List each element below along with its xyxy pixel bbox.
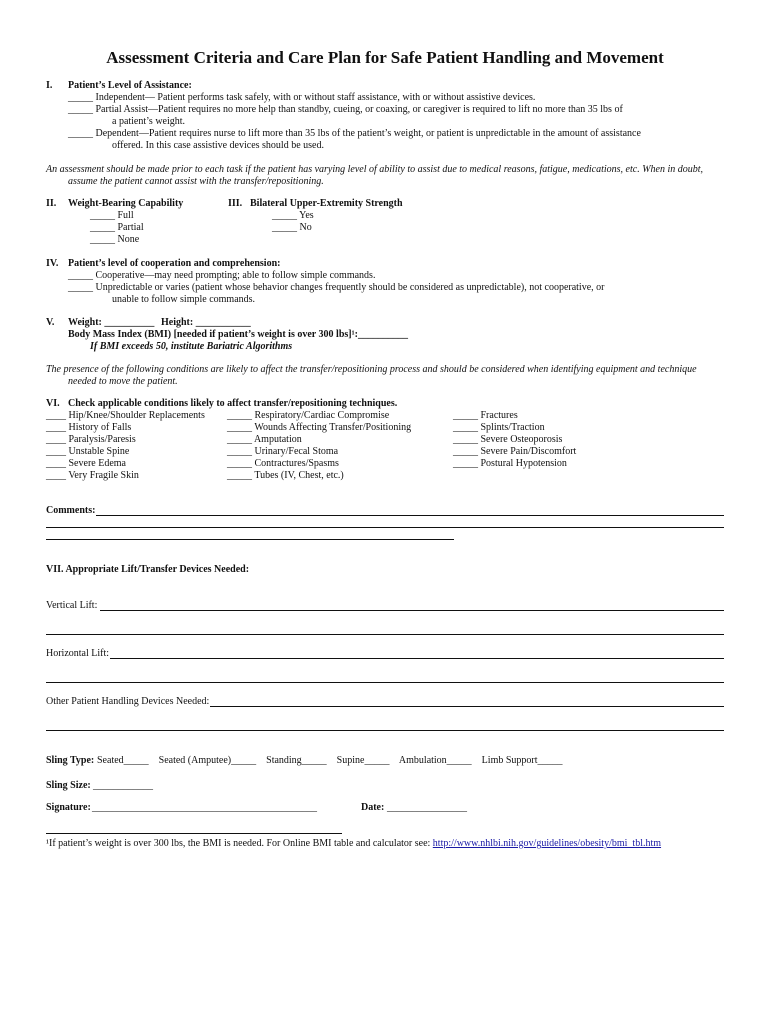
section-4-heading: Patient’s level of cooperation and comprehension:: [68, 258, 281, 269]
condition-history-falls[interactable]: ____ History of Falls: [46, 422, 132, 433]
sling-type-label: Sling Type:: [46, 755, 95, 766]
assessment-note-cont: assume the patient cannot assist with the transfer/repositioning.: [68, 176, 324, 187]
other-devices-line[interactable]: [210, 706, 724, 707]
condition-severe-edema[interactable]: ____ Severe Edema: [46, 458, 126, 469]
section-5-number: V.: [46, 317, 55, 328]
condition-fractures[interactable]: _____ Fractures: [453, 410, 518, 421]
condition-wounds[interactable]: _____ Wounds Affecting Transfer/Positioning: [227, 422, 412, 433]
section-6-heading: Check applicable conditions likely to affect transfer/repositioning techniques.: [68, 398, 398, 409]
other-devices-line-2[interactable]: [46, 730, 724, 731]
other-devices-label: Other Patient Handling Devices Needed:: [46, 696, 210, 707]
option-wb-partial[interactable]: _____ Partial: [90, 222, 144, 233]
footnote-body: ¹If patient’s weight is over 300 lbs, the BMI is needed. For Online BMI table and calculator see:: [46, 838, 431, 849]
section-7-heading: VII. Appropriate Lift/Transfer Devices Needed:: [46, 564, 250, 575]
signature-label: Signature:: [46, 802, 91, 813]
conditions-note: The presence of the following conditions are likely to affect the transfer/repositioning process and should be considered when identifying equipment and technique: [46, 364, 697, 375]
section-2-heading: Weight-Bearing Capability: [68, 198, 184, 209]
horizontal-lift-label: Horizontal Lift:: [46, 648, 110, 659]
comments-line-3[interactable]: [46, 539, 454, 540]
condition-paralysis[interactable]: ____ Paralysis/Paresis: [46, 434, 136, 445]
option-cooperative[interactable]: _____ Cooperative—may need prompting; able to follow simple commands.: [68, 270, 376, 281]
section-3-heading: Bilateral Upper-Extremity Strength: [250, 198, 403, 209]
conditions-note-cont: needed to move the patient.: [68, 376, 178, 387]
section-3-number: III.: [228, 198, 243, 209]
condition-contractures[interactable]: _____ Contractures/Spasms: [227, 458, 339, 469]
comments-line-1[interactable]: [96, 515, 724, 516]
comments-label: Comments:: [46, 505, 96, 516]
section-1-number: I.: [46, 80, 53, 91]
option-strength-no[interactable]: _____ No: [272, 222, 312, 233]
sling-size-field[interactable]: ____________: [93, 780, 153, 791]
horizontal-lift-line-2[interactable]: [46, 682, 724, 683]
condition-splints[interactable]: _____ Splints/Traction: [453, 422, 545, 433]
page-title: Assessment Criteria and Care Plan for Safe Patient Handling and Movement: [106, 48, 664, 67]
condition-amputation[interactable]: _____ Amputation: [227, 434, 302, 445]
comments-line-2[interactable]: [46, 527, 724, 528]
option-wb-none[interactable]: _____ None: [90, 234, 140, 245]
option-partial-assist-cont: a patient’s weight.: [112, 116, 186, 127]
option-dependent[interactable]: _____ Dependent—Patient requires nurse to lift more than 35 lbs of the patient’s weight, or patient is unpredictable in the amount of assistance: [68, 128, 641, 139]
weight-field[interactable]: Weight: __________: [68, 317, 155, 328]
condition-unstable-spine[interactable]: ____ Unstable Spine: [46, 446, 130, 457]
option-unpredictable-cont: unable to follow simple commands.: [112, 294, 256, 305]
option-independent[interactable]: _____ Independent— Patient performs task safely, with or without staff assistance, with or without assistive devices.: [68, 92, 536, 103]
section-2-number: II.: [46, 198, 57, 209]
section-1-heading: Patient’s Level of Assistance:: [68, 80, 192, 91]
condition-tubes[interactable]: _____ Tubes (IV, Chest, etc.): [227, 470, 344, 481]
section-4-number: IV.: [46, 258, 59, 269]
vertical-lift-line-2[interactable]: [46, 634, 724, 635]
option-dependent-cont: offered. In this case assistive devices should be used.: [112, 140, 324, 151]
option-partial-assist[interactable]: _____ Partial Assist—Patient requires no more help than standby, cueing, or coaxing, or caregiver is required to lift no more than 35 lbs of: [68, 104, 623, 115]
option-unpredictable[interactable]: _____ Unpredictable or varies (patient whose behavior changes frequently should be considered as unpredictable), not cooperative, or: [68, 282, 605, 293]
condition-fragile-skin[interactable]: ____ Very Fragile Skin: [46, 470, 139, 481]
height-field[interactable]: Height: ___________: [161, 317, 251, 328]
option-wb-full[interactable]: _____ Full: [90, 210, 134, 221]
assessment-note: An assessment should be made prior to each task if the patient has varying level of ability to assist due to medical reasons, fatigue, medications, etc. When in doubt,: [46, 164, 704, 175]
bmi-field[interactable]: Body Mass Index (BMI) [needed if patient’s weight is over 300 lbs]¹:__________: [68, 329, 408, 340]
footnote-divider: [46, 833, 342, 834]
option-strength-yes[interactable]: _____ Yes: [272, 210, 314, 221]
vertical-lift-label: Vertical Lift:: [46, 600, 98, 611]
date-label: Date:: [361, 802, 385, 813]
section-6-number: VI.: [46, 398, 60, 409]
sling-size-label: Sling Size:: [46, 780, 91, 791]
condition-respiratory[interactable]: _____ Respiratory/Cardiac Compromise: [227, 410, 390, 421]
sling-type-options[interactable]: Seated_____ Seated (Amputee)_____ Standing_____ Supine_____ Ambulation_____ Limb Support_____: [97, 755, 563, 766]
bmi-note: If BMI exceeds 50, institute Bariatric Algorithms: [90, 341, 293, 352]
condition-stoma[interactable]: _____ Urinary/Fecal Stoma: [227, 446, 339, 457]
date-field[interactable]: ________________: [387, 802, 467, 813]
condition-hip-knee-shoulder[interactable]: ____ Hip/Knee/Shoulder Replacements: [46, 410, 205, 421]
condition-osteoporosis[interactable]: _____ Severe Osteoporosis: [453, 434, 563, 445]
condition-hypotension[interactable]: _____ Postural Hypotension: [453, 458, 567, 469]
vertical-lift-line[interactable]: [100, 610, 724, 611]
horizontal-lift-line[interactable]: [110, 658, 724, 659]
bmi-link[interactable]: http://www.nhlbi.nih.gov/guidelines/obesity/bmi_tbl.htm: [432, 838, 662, 849]
condition-pain[interactable]: _____ Severe Pain/Discomfort: [453, 446, 577, 457]
footnote-text: [46, 838, 661, 850]
signature-field[interactable]: _____________________________________________: [92, 802, 317, 813]
